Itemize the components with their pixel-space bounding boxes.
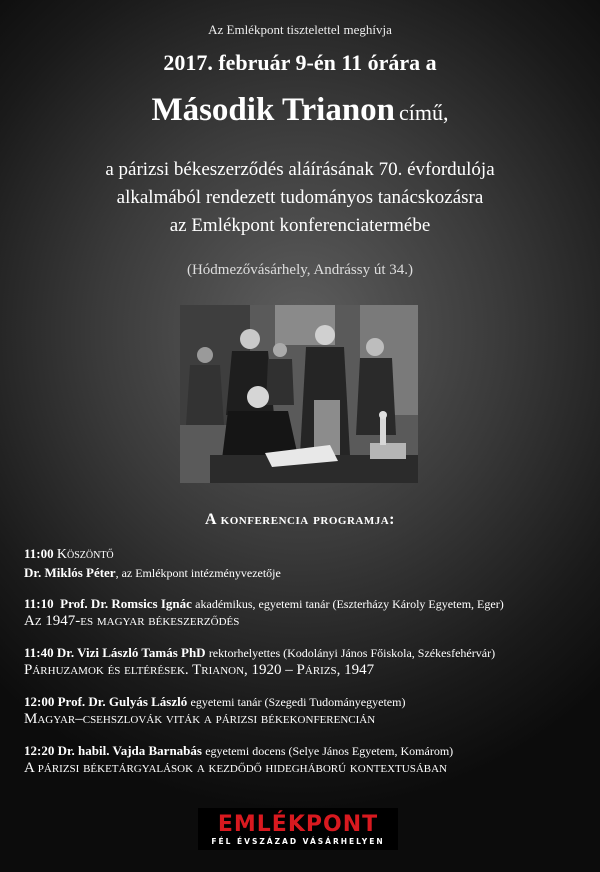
historical-photo — [180, 305, 418, 483]
description-line-3: az Emlékpont konferenciatermébe — [169, 215, 431, 236]
speaker-note: egyetemi tanár (Szegedi Tudományegyetem) — [190, 695, 406, 709]
program-time: 12:00 — [24, 694, 55, 709]
talk-title: Párhuzamok és eltérések. Trianon, 1920 – Párizs, 1947 — [24, 662, 375, 678]
program-speaker-line — [24, 596, 594, 612]
logo-subtitle: FÉL ÉVSZÁZAD VÁSÁRHELYEN — [211, 837, 385, 846]
description-line-2: alkalmából rendezett tudományos tanácskozásra — [116, 187, 484, 208]
talk-title: Magyar–csehszlovák viták a párizsi békekonferencián — [24, 711, 376, 727]
speaker-name: Prof. Dr. Romsics Ignác — [60, 596, 192, 611]
logo-wordmark: EMLÉKPONT — [217, 812, 379, 837]
program-item-3 — [24, 694, 594, 728]
program-speaker-line — [24, 565, 594, 581]
program-item-4 — [24, 743, 594, 777]
title-line — [0, 92, 600, 129]
program-time: 11:10 — [24, 596, 54, 611]
event-title: Második Trianon — [151, 92, 396, 128]
event-location: (Hódmezővásárhely, Andrássy út 34.) — [186, 262, 414, 278]
program-speaker-line — [24, 743, 594, 759]
program-time: 12:20 — [24, 743, 55, 758]
description-line-1: a párizsi békeszerződés aláírásának 70. évfordulója — [105, 159, 495, 180]
program-speaker-line — [24, 645, 594, 661]
program-title: Köszöntő — [56, 547, 114, 562]
invite-line: Az Emlékpont tisztelettel meghívja — [208, 22, 392, 37]
program-item-welcome — [24, 546, 594, 581]
speaker-note: rektorhelyettes (Kodolányi János Főiskola, Székesfehérvár) — [208, 646, 496, 660]
talk-title: Az 1947-es magyar békeszerződés — [24, 613, 240, 629]
program-time: 11:00 — [24, 546, 54, 561]
photo-illustration — [180, 305, 418, 483]
program-item-line — [24, 546, 594, 563]
speaker-name: Dr. Miklós Péter — [24, 565, 116, 580]
emlekpont-logo — [198, 808, 398, 850]
program-heading: A konferencia programja: — [205, 511, 395, 528]
program-item-2 — [24, 645, 594, 679]
speaker-note: akadémikus, egyetemi tanár (Eszterházy Károly Egyetem, Eger) — [195, 597, 504, 611]
speaker-name: Prof. Dr. Gulyás László — [57, 694, 188, 709]
event-description — [0, 156, 600, 240]
speaker-name: Dr. Vizi László Tamás PhD — [56, 645, 206, 660]
event-date: 2017. február 9-én 11 órára a — [163, 50, 437, 75]
talk-title: A párizsi béketárgyalások a kezdődő hidegháború kontextusában — [24, 760, 447, 776]
speaker-note: , az Emlékpont intézményvezetője — [115, 566, 281, 580]
program-item-1 — [24, 596, 594, 630]
program-speaker-line — [24, 694, 594, 710]
speaker-note: egyetemi docens (Selye János Egyetem, Komárom) — [205, 744, 454, 758]
program-time: 11:40 — [24, 645, 54, 660]
event-title-suffix: című, — [399, 100, 449, 125]
speaker-name: Dr. habil. Vajda Barnabás — [57, 743, 202, 758]
